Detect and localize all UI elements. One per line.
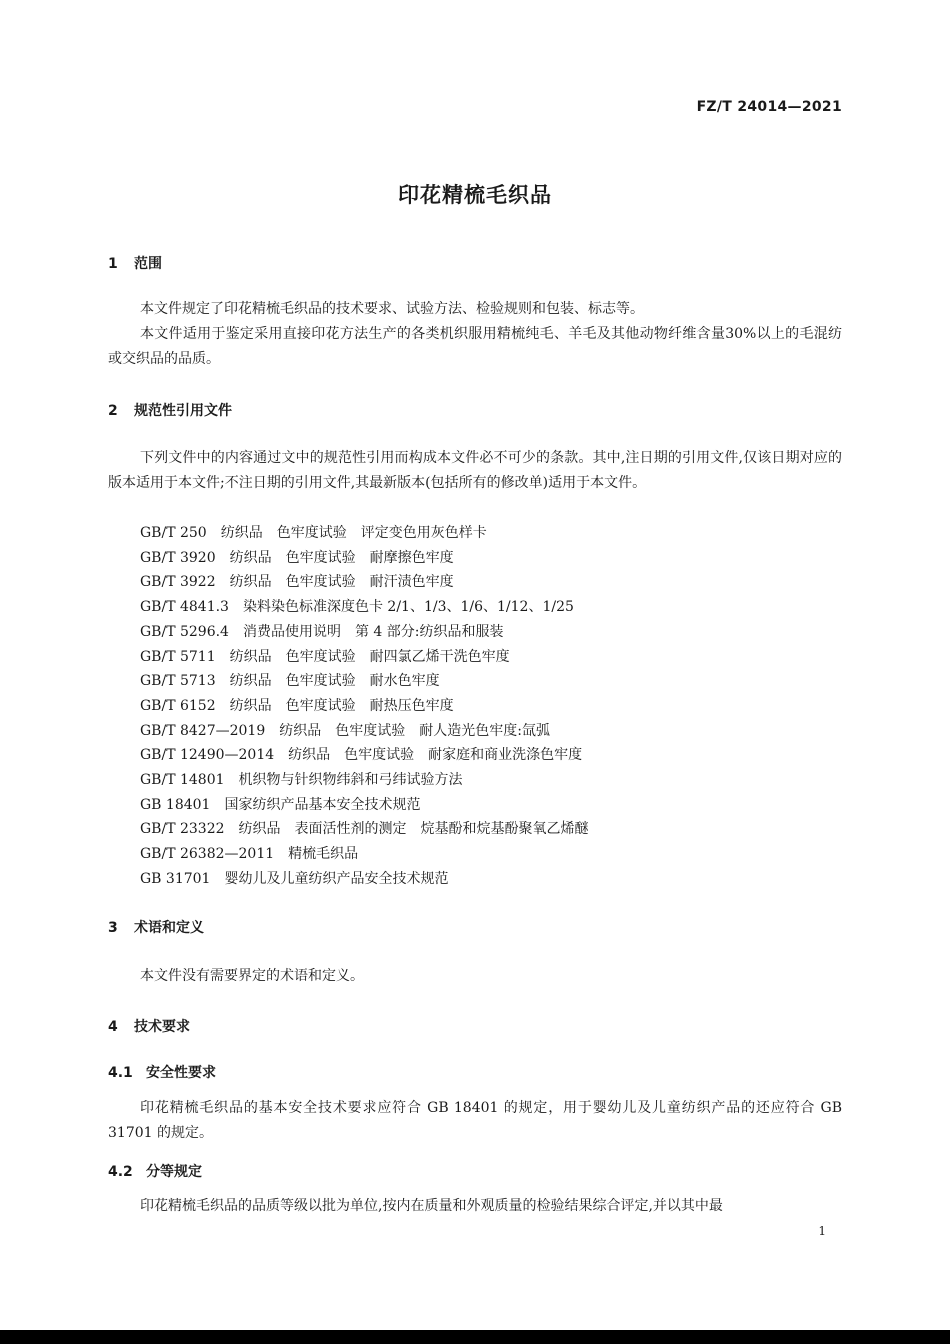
reference-item: GB/T 250 纺织品 色牢度试验 评定变色用灰色样卡 [140,525,487,541]
section-4-2-heading [108,1161,202,1181]
section-title: 分等规定 [146,1164,202,1180]
section-1-paragraph-1: 本文件规定了印花精梳毛织品的技术要求、试验方法、检验规则和包装、标志等。 [140,301,644,317]
section-1-heading [108,253,162,273]
reference-item: GB/T 6152 纺织品 色牢度试验 耐热压色牢度 [140,697,454,714]
section-number: 2 [108,403,118,419]
reference-item: GB/T 23322 纺织品 表面活性剂的测定 烷基酚和烷基酚聚氧乙烯醚 [140,821,589,838]
reference-item: GB 18401 国家纺织产品基本安全技术规范 [140,796,421,813]
section-number: 3 [108,920,118,936]
section-2-intro: 下列文件中的内容通过文中的规范性引用而构成本文件必不可少的条款。其中,注日期的引用文件,仅该日期对应的版本适用于本文件;不注日期的引用文件,其最新版本(包括所有的修改单)适用于本文件。 [108,450,842,491]
reference-item: GB/T 3920 纺织品 色牢度试验 耐摩擦色牢度 [140,549,454,566]
section-title: 范围 [134,256,162,272]
reference-item: GB 31701 婴幼儿及儿童纺织产品安全技术规范 [140,870,449,887]
reference-item: GB/T 14801 机织物与针织物纬斜和弓纬试验方法 [140,772,463,789]
page-number: 1 [818,1224,826,1238]
reference-item: GB/T 5713 纺织品 色牢度试验 耐水色牢度 [140,673,440,690]
section-number: 4.2 [108,1164,133,1180]
section-2-heading [108,400,232,420]
section-4-heading [108,1016,190,1036]
standard-number: FZ/T 24014—2021 [696,99,842,115]
reference-item: GB/T 3922 纺织品 色牢度试验 耐汗渍色牢度 [140,574,454,591]
reference-item: GB/T 4841.3 染料染色标准深度色卡 2/1、1/3、1/6、1/12、1/25 [140,599,574,616]
section-1-paragraph-2: 本文件适用于鉴定采用直接印花方法生产的各类机织服用精梳纯毛、羊毛及其他动物纤维含量30%以上的毛混纺或交织品的品质。 [108,326,842,367]
bottom-edge-bar [0,1330,950,1344]
section-title: 安全性要求 [146,1065,216,1081]
document-title: 印花精梳毛织品 [398,183,552,207]
normative-reference-list [140,521,589,892]
section-3-heading [108,917,204,937]
reference-item: GB/T 5296.4 消费品使用说明 第 4 部分:纺织品和服装 [140,623,504,640]
section-title: 术语和定义 [134,920,204,936]
reference-item: GB/T 12490—2014 纺织品 色牢度试验 耐家庭和商业洗涤色牢度 [140,747,583,764]
reference-item: GB/T 26382—2011 精梳毛织品 [140,846,359,863]
section-number: 4 [108,1019,118,1035]
section-4-1-heading [108,1062,216,1082]
reference-item: GB/T 8427—2019 纺织品 色牢度试验 耐人造光色牢度:氙弧 [140,722,550,739]
section-title: 规范性引用文件 [134,403,232,419]
section-number: 1 [108,256,118,272]
section-3-paragraph-1: 本文件没有需要界定的术语和定义。 [140,968,364,984]
section-4-2-paragraph-1: 印花精梳毛织品的品质等级以批为单位,按内在质量和外观质量的检验结果综合评定,并以其中最 [140,1198,723,1214]
section-title: 技术要求 [134,1019,190,1035]
reference-item: GB/T 5711 纺织品 色牢度试验 耐四氯乙烯干洗色牢度 [140,648,510,665]
section-number: 4.1 [108,1065,133,1081]
section-4-1-paragraph-1: 印花精梳毛织品的基本安全技术要求应符合 GB 18401 的规定，用于婴幼儿及儿童纺织产品的还应符合 GB 31701 的规定。 [108,1100,842,1141]
